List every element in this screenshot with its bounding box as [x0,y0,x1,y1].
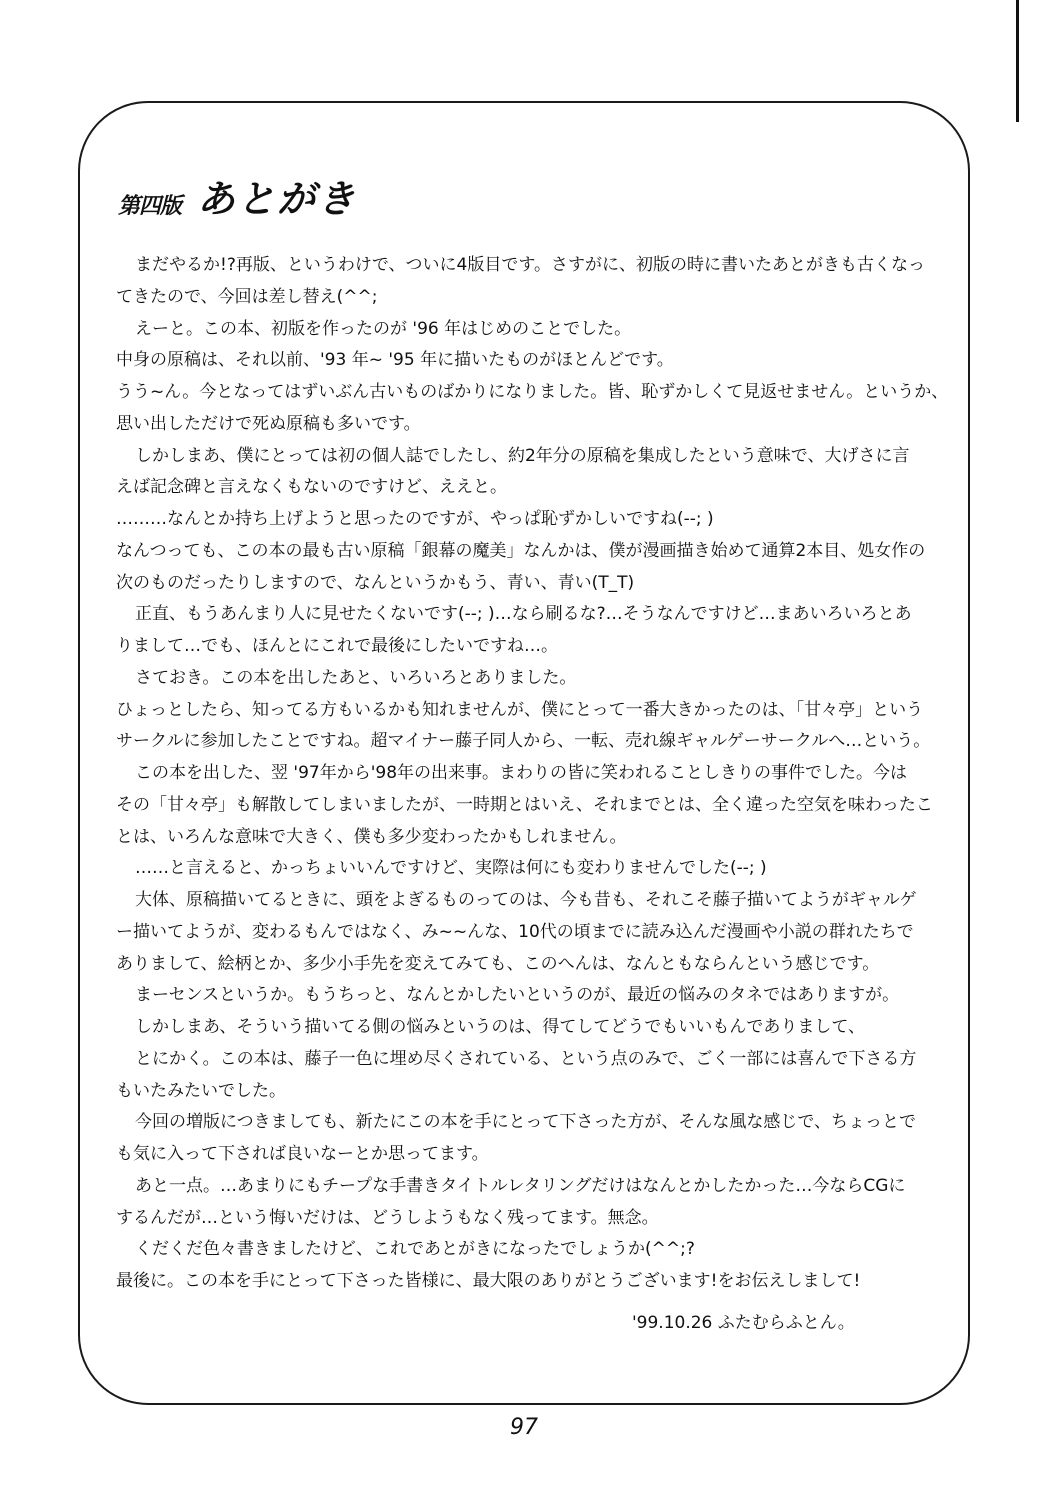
page-title: あとがき [197,177,358,221]
text-line: この本を出した、翌 '97年から'98年の出来事。まわりの皆に笑われることしきりの事件でした。今は [135,763,908,783]
text-line: うう~ん。今となってはずいぶん古いものばかりになりました。皆、恥ずかしくて見返せません。というか、 [116,382,949,402]
text-line: サークルに参加したことですね。超マイナー藤子同人から、一転、売れ線ギャルゲーサークルへ…という。 [116,731,931,752]
edition-label: 第四版 [118,194,182,219]
text-line: するんだが…という悔いだけは、どうしようもなく残ってます。無念。 [116,1207,659,1228]
text-line: 今回の増版につきましても、新たにこの本を手にとって下さった方が、そんな風な感じで、ちょっとで [135,1112,916,1133]
afterword-header [118,168,358,221]
text-line: 思い出しただけで死ぬ原稿も多いです。 [116,413,421,434]
text-line: ー描いてようが、変わるもんではなく、み~~んな、10代の頃までに読み込んだ漫画や小説の群れたちで [116,921,914,942]
text-line: ひょっとしたら、知ってる方もいるかも知れませんが、僕にとって一番大きかったのは、「甘々亭」という [116,699,924,720]
text-line: もいたみたいでした。 [116,1080,286,1101]
text-line: 次のものだったりしますので、なんというかもう、青い、青い(T_T) [116,572,635,593]
text-line: えーと。この本、初版を作ったのが '96 年はじめのことでした。 [135,318,632,339]
text-line: も気に入って下されば良いなーとか思ってます。 [116,1144,489,1164]
text-line: まだやるか!?再版、というわけで、ついに4版目です。さすがに、初版の時に書いたあとがきも古くなっ [135,255,925,275]
text-line: しかしまあ、僕にとっては初の個人誌でしたし、約2年分の原稿を集成したという意味で、大げさに言 [135,445,910,466]
text-line: とは、いろんな意味で大きく、僕も多少変わったかもしれません。 [116,826,627,847]
text-line: しかしまあ、そういう描いてる側の悩みというのは、得てしてどうでもいいもんでありまして、 [135,1017,865,1037]
text-line: まーセンスというか。もうちっと、なんとかしたいというのが、最近の悩みのタネではありますが。 [135,985,900,1006]
text-line: なんつっても、この本の最も古い原稿「銀幕の魔美」なんかは、僕が漫画描き始めて通算2本目、処女作の [116,540,926,561]
text-line: 中身の原稿は、それ以前、'93 年~ '95 年に描いたものがほとんどです。 [116,350,674,371]
text-line: りまして…でも、ほんとにこれで最後にしたいですね…。 [116,636,558,656]
text-line: とにかく。この本は、藤子一色に埋め尽くされている、という点のみで、ごく一部には喜んで下さる方 [135,1048,917,1069]
afterword-body [116,250,952,1298]
text-line: さておき。この本を出したあと、いろいろとありました。 [135,667,577,688]
text-line: ………なんとか持ち上げようと思ったのですが、やっぱ恥ずかしいですね(--; ) [116,509,714,529]
text-line: ありまして、絵柄とか、多少小手先を変えてみても、このへんは、なんともならんという感じです。 [116,953,880,974]
text-line: 最後に。この本を手にとって下さった皆様に、最大限のありがとうございます!をお伝えしまして! [116,1271,861,1291]
text-line: てきたので、今回は差し替え(^^; [116,286,378,307]
signature-date: '99.10.26 ふたむらふとん。 [632,1313,855,1333]
text-line: くだくだ色々書きましたけど、これであとがきになったでしょうか(^^;? [135,1239,695,1260]
text-line: あと一点。…あまりにもチープな手書きタイトルレタリングだけはなんとかしたかった…今ならCGに [135,1175,906,1196]
text-line: えば記念碑と言えなくもないのですけど、ええと。 [116,477,507,498]
text-line: その「甘々亭」も解散してしまいましたが、一時期とはいえ、それまでとは、全く違った空気を味わったこ [116,794,933,815]
text-line: 大体、原稿描いてるときに、頭をよぎるものってのは、今も昔も、それこそ藤子描いてようがギャルゲ [135,890,917,910]
text-line: ……と言えると、かっちょいいんですけど、実際は何にも変わりませんでした(--; ) [135,858,767,879]
page-number: 97 [510,1415,538,1440]
text-line: 正直、もうあんまり人に見せたくないです(--; )…なら刷るな?…そうなんですけど…まあいろいろとあ [135,604,912,625]
scan-edge-line [1016,0,1019,122]
